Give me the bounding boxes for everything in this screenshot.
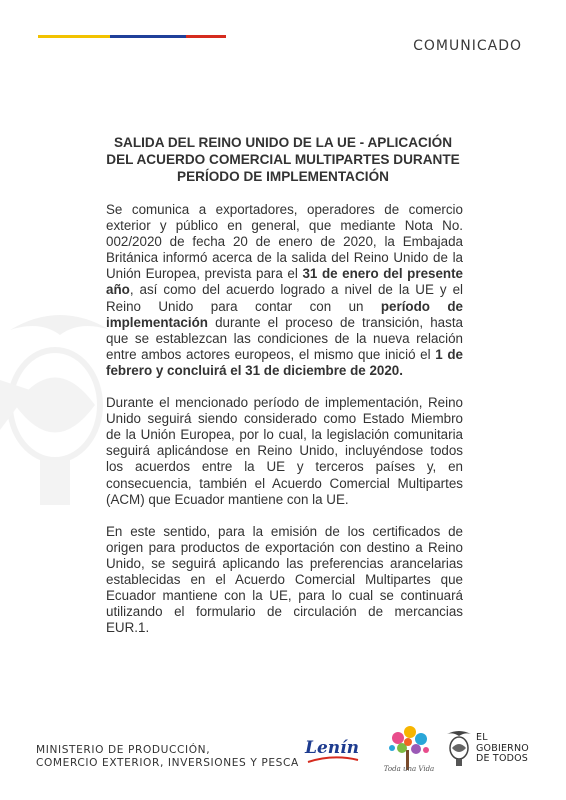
flag-red-stripe [186, 35, 226, 38]
paragraph-3: En este sentido, para la emisión de los certificados de origen para productos de exportación con destino a Reino Unido, se seguirá aplicando las preferencias arancelarias establecidas en el Acuerdo Comercial Multipartes que Ecuador mantiene con la UE, para lo cual se continuará utilizando el formulario de circulación de mercancias EUR.1. [106, 523, 463, 636]
paragraph-1 [106, 202, 463, 379]
title-line: DEL ACUERDO COMERCIAL MULTIPARTES DURANTE [106, 152, 460, 167]
lenin-logo: Lenín [305, 738, 359, 758]
bold-date: 31 de enero del presente año [106, 266, 463, 298]
flag-yellow-stripe [38, 35, 110, 38]
gobierno-line: EL [476, 732, 488, 743]
paragraph-text: Se comunica a exportadores, operadores de comercio exterior y público en general, que mediante Nota No. 002/2020 de fecha 20 de enero de 2020, la Embajada Británica informó acerca de la salida del Reino Unido de la Unión Europea, prevista para el [106, 202, 463, 282]
document-type-label: COMUNICADO [413, 38, 522, 54]
ecuador-flag-bar [38, 35, 226, 38]
paragraph-2: Durante el mencionado período de implementación, Reino Unido seguirá siendo considerado como Estado Miembro de la Unión Europea, por lo cual, la legislación comunitaria seguirá aplicándose en Reino Unido, incluyéndose todos los acuerdos entre la UE y terceros países y, en consecuencia, también el Acuerdo Comercial Multipartes (ACM) que Ecuador mantiene con la UE. [106, 395, 463, 507]
flag-blue-stripe [110, 35, 186, 38]
toda-una-vida-tagline: Toda una Vida [383, 765, 435, 773]
gobierno-line: DE TODOS [476, 753, 529, 764]
bold-date-range: 1 de febrero y concluirá el 31 de diciembre de 2020. [106, 346, 464, 378]
government-shield-icon [445, 728, 473, 768]
gobierno-de-todos-logo [476, 733, 529, 765]
title-line: SALIDA DEL REINO UNIDO DE LA UE - APLICACIÓN [113, 135, 453, 150]
paragraph-text: , así como del acuerdo logrado a nivel de la UE y el Reino Unido para contar con un [106, 282, 463, 314]
document-title [60, 134, 506, 185]
ministry-line: MINISTERIO DE PRODUCCIÓN, [36, 744, 211, 756]
bold-term: período de implementación [106, 298, 463, 330]
paragraph-text: durante el proceso de transición, hasta que se establezcan las condiciones de la nueva relación entre ambos actores europeos, el mismo que inició el [106, 314, 463, 362]
ministry-name [36, 744, 299, 770]
gobierno-line: GOBIERNO [476, 742, 529, 754]
ministry-line: COMERCIO EXTERIOR, INVERSIONES Y PESCA [36, 757, 299, 769]
lenin-logo-swoosh [306, 756, 360, 764]
title-line: PERÍODO DE IMPLEMENTACIÓN [177, 169, 389, 184]
document-body [106, 202, 463, 652]
